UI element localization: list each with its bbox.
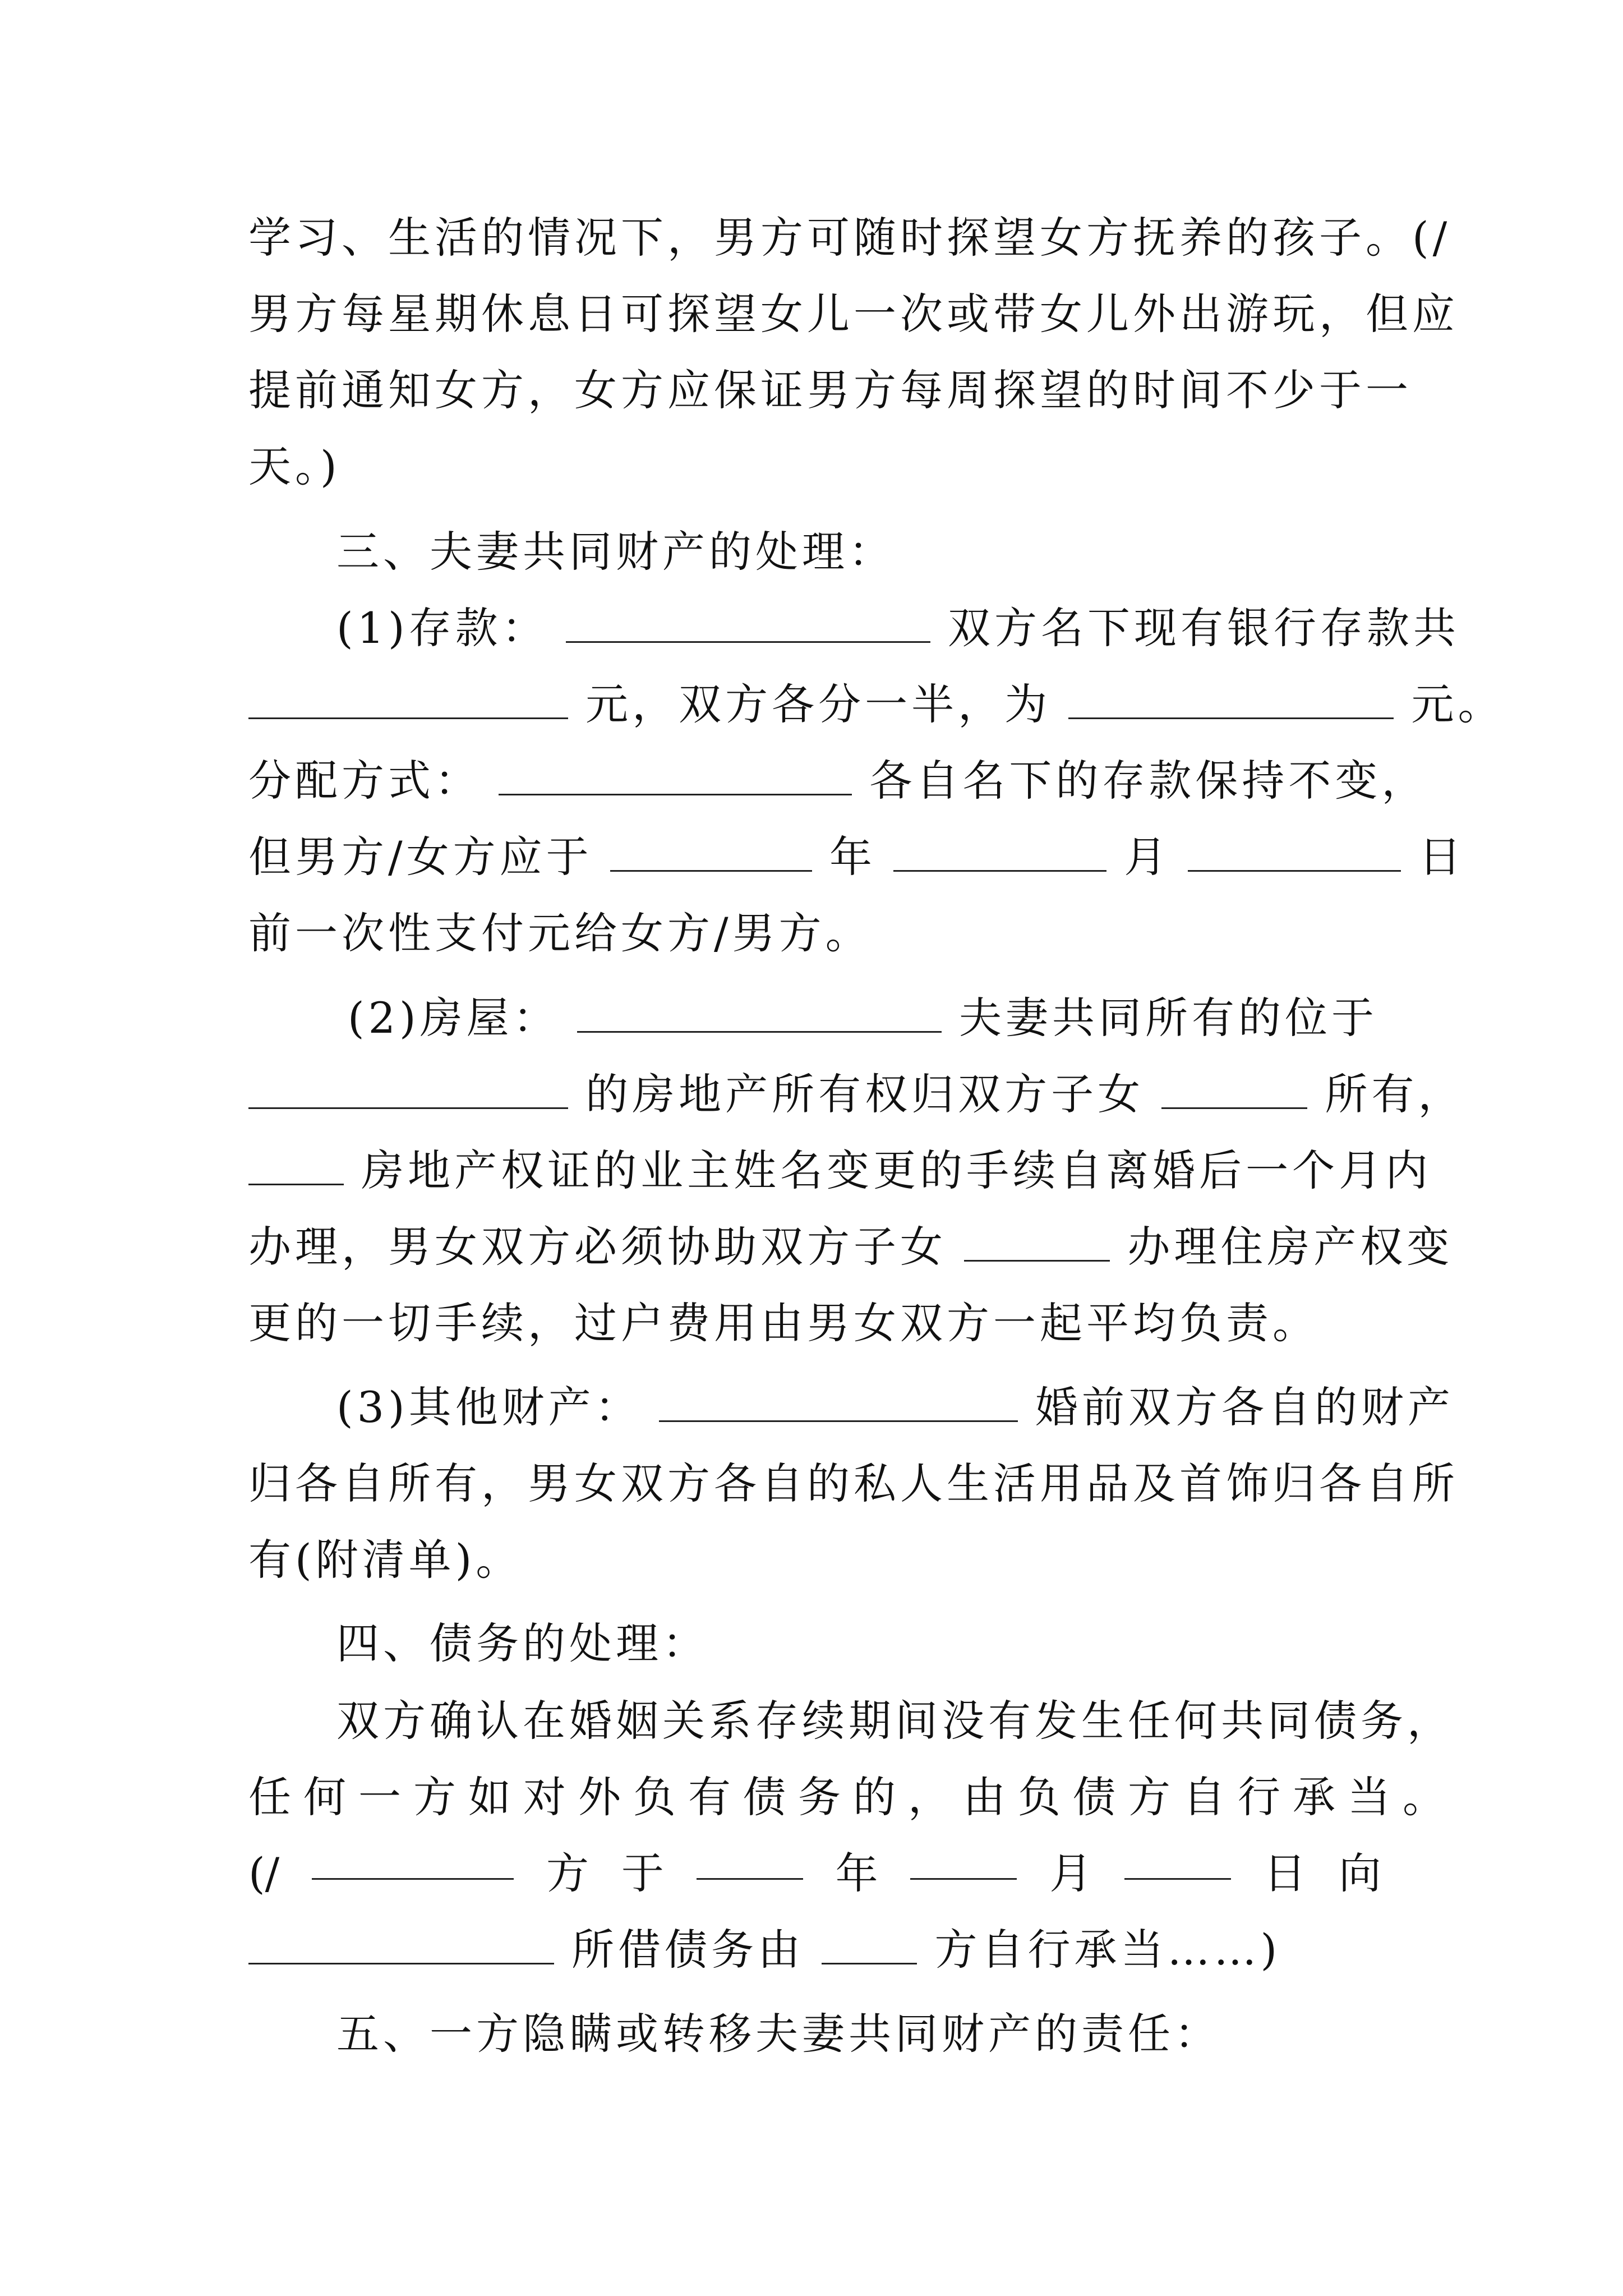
text-segment: 方自行承当……) [934,1925,1281,1975]
text-segment: 婚前双方各自的财产 [1035,1382,1454,1432]
text-segment: 方 [546,1848,589,1898]
text-segment: 归各自所有，男女双方各自的私人生活用品及首饰归各自所 [248,1458,1459,1508]
text-segment: 但男方/女方应于 [248,832,593,882]
text-line [248,429,1381,505]
section-heading [336,1605,1381,1682]
fill-in-blank [659,1378,1018,1422]
text-segment: 元，双方各分一半，为 [585,679,1052,729]
text-segment: 双方名下现有银行存款共 [948,603,1460,653]
text-segment: 房地产权证的业主姓名变更的手续自离婚后一个月内 [361,1145,1432,1195]
section-heading [336,514,1381,590]
text-line [248,1835,1381,1912]
fill-in-blank [1068,675,1394,719]
section-heading [336,1996,1381,2072]
fill-in-blank [1161,1065,1307,1109]
text-segment: 四、债务的处理： [336,1618,709,1668]
text-segment: 向 [1338,1848,1381,1898]
text-line [248,276,1459,352]
text-segment: 于 [621,1848,664,1898]
text-segment: 男方每星期休息日可探望女儿一次或带女儿外出游玩，但应 [248,289,1459,339]
text-segment: 分配方式： [248,756,481,806]
text-segment: (3)其他财产： [336,1382,642,1432]
text-line [248,1056,1465,1133]
fill-in-blank [1124,1835,1231,1880]
fill-in-blank [248,1065,568,1109]
text-line [348,980,1393,1056]
text-line [248,819,1465,895]
fill-in-blank [893,827,1106,872]
text-line [248,743,1428,819]
text-line [248,200,1451,276]
text-segment: 前一次性支付元给女方/男方。 [248,908,872,958]
text-segment: 年 [835,1848,878,1898]
text-segment: 夫妻共同所有的位于 [959,993,1378,1043]
text-segment: 元。 [1411,679,1505,729]
fill-in-blank [822,1920,917,1964]
text-line [248,352,1412,429]
text-segment: 月 [1049,1848,1092,1898]
text-segment: 日 [1418,832,1465,882]
text-segment: 办理住房产权变 [1127,1222,1454,1272]
text-segment: (2)房屋： [348,993,560,1043]
text-segment: 所有， [1325,1069,1465,1119]
text-segment: 任何一方如对外负有债务的，由负债方自行承当。 [248,1772,1458,1822]
text-segment: 各自名下的存款保持不变， [869,756,1428,806]
text-segment: 五、一方隐瞒或转移夫妻共同财产的责任： [336,2009,1221,2059]
fill-in-blank [248,1920,554,1964]
fill-in-blank [910,1835,1017,1880]
text-segment: 办理，男女双方必须协助双方子女 [248,1222,947,1272]
text-segment: 日 [1264,1848,1306,1898]
text-line [248,895,1381,972]
fill-in-blank [566,599,930,643]
text-line [248,1522,1381,1598]
text-segment: (/ [248,1848,280,1898]
text-segment: 更的一切手续，过户费用由男女双方一起平均负责。 [248,1298,1319,1348]
text-line [248,1209,1454,1285]
text-line [336,590,1460,666]
text-segment: 的房地产所有权归双方子女 [585,1069,1145,1119]
fill-in-blank [499,751,852,795]
fill-in-blank [248,1141,344,1185]
text-line [336,1369,1454,1446]
text-segment: 三、夫妻共同财产的处理： [336,527,895,577]
text-segment: 学习、生活的情况下，男方可随时探望女方抚养的孩子。(/ [248,213,1451,263]
text-segment: 有(附清单)。 [248,1535,523,1585]
text-line [248,1759,1458,1835]
fill-in-blank [964,1217,1110,1262]
text-segment: 天。) [248,441,341,491]
text-segment: (1)存款： [336,603,548,653]
text-segment: 所借债务由 [571,1925,805,1975]
text-segment: 年 [829,832,876,882]
text-line [248,1912,1381,1988]
fill-in-blank [248,675,568,719]
text-line [336,1683,1454,1759]
fill-in-blank [312,1835,514,1880]
text-segment: 月 [1124,832,1171,882]
fill-in-blank [610,827,812,872]
text-line [248,1285,1381,1361]
text-line [248,1446,1459,1522]
fill-in-blank [1188,827,1401,872]
text-segment: 双方确认在婚姻关系存续期间没有发生任何共同债务， [336,1696,1454,1746]
text-line [248,1133,1432,1209]
text-segment: 提前通知女方，女方应保证男方每周探望的时间不少于一 [248,365,1412,415]
fill-in-blank [577,988,942,1033]
fill-in-blank [697,1835,803,1880]
text-line [248,666,1505,743]
